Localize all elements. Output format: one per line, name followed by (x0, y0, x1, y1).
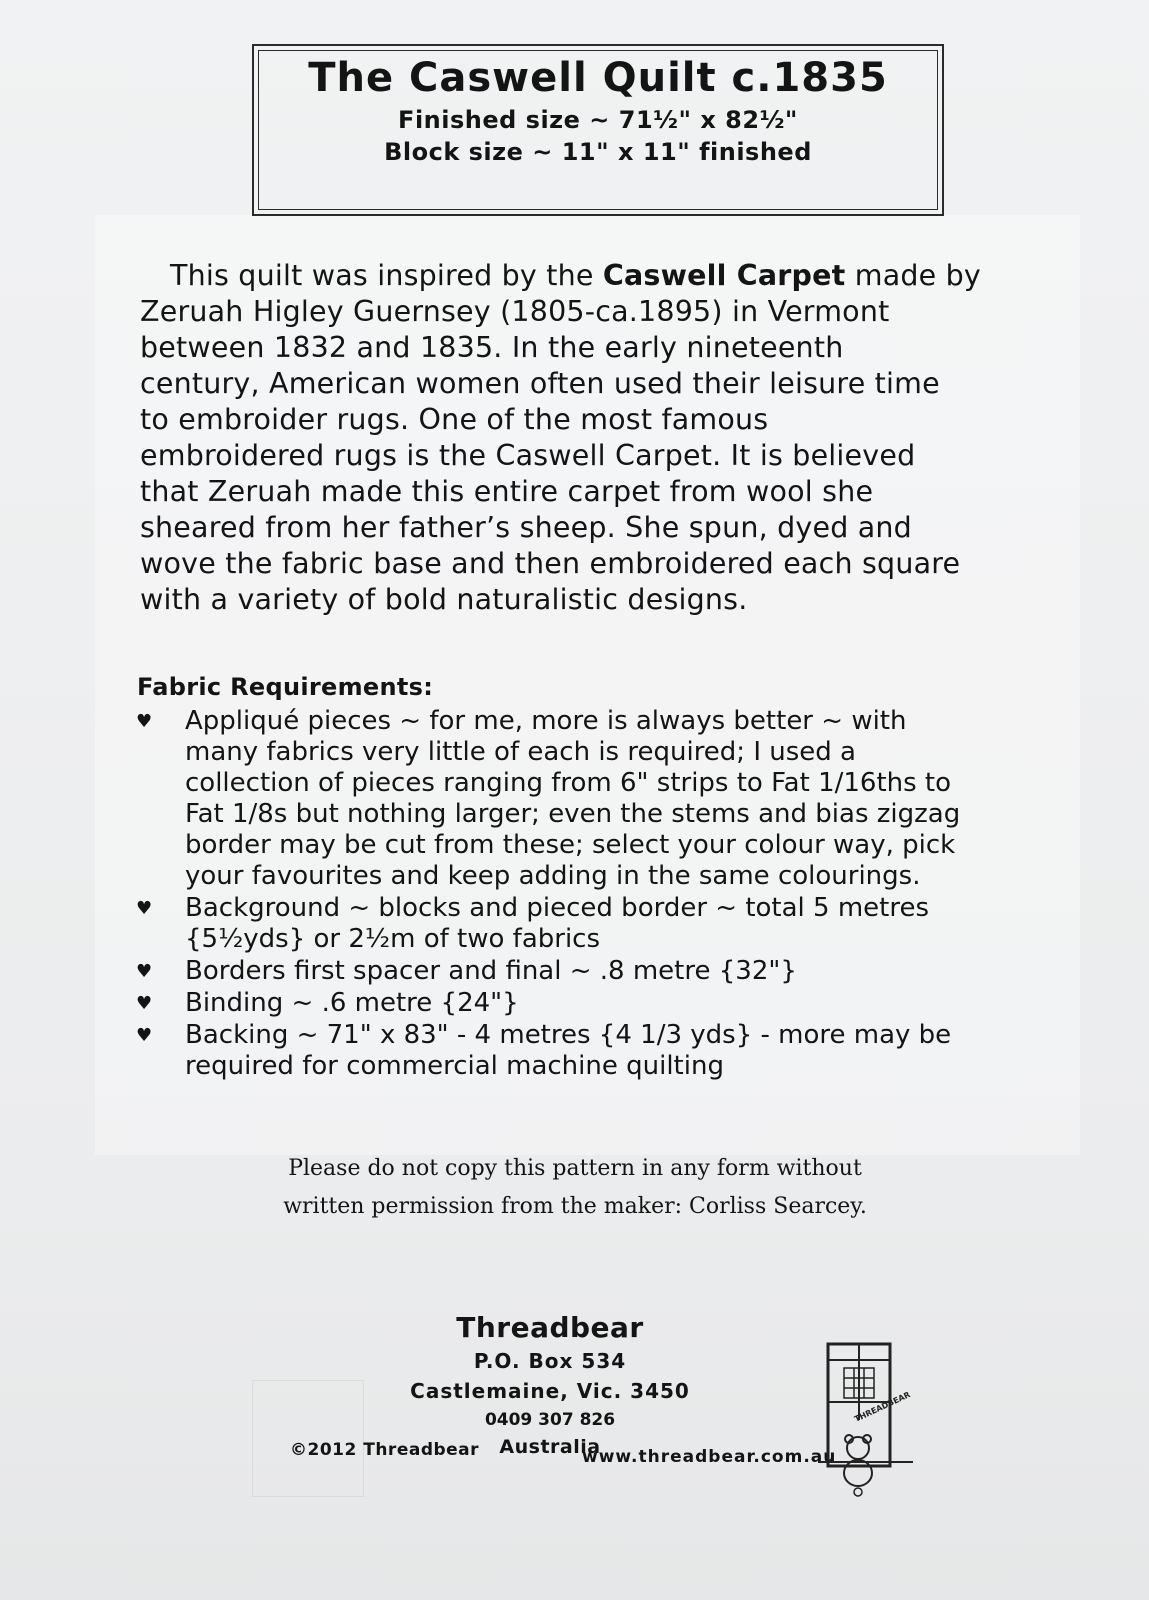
intro-line: sheared from her father’s sheep. She spun, dyed and (140, 511, 912, 544)
fabric-requirement-line: Appliqué pieces ~ for me, more is always better ~ with (185, 706, 907, 736)
fabric-requirement-item (130, 706, 1050, 892)
intro-line: wove the fabric base and then embroidered each square (140, 547, 961, 580)
fabric-requirement-line: many fabrics very little of each is required; I used a (185, 737, 856, 767)
bleed-through-frame (252, 1380, 364, 1497)
title-box (252, 44, 944, 216)
fabric-requirement-line: Backing ~ 71" x 83" - 4 metres {4 1/3 yds} - more may be (185, 1020, 952, 1050)
intro-line: This quilt was inspired by the Caswell Carpet made by (170, 259, 981, 292)
heart-bullet-icon: ♥ (136, 993, 153, 1014)
fabric-requirement-item (130, 956, 1050, 987)
intro-line: that Zeruah made this entire carpet from wool she (140, 475, 874, 508)
publisher-address (385, 1310, 715, 1460)
intro-line: embroidered rugs is the Caswell Carpet. It is believed (140, 439, 916, 472)
fabric-requirement-line: Background ~ blocks and pieced border ~ total 5 metres (185, 893, 930, 923)
intro-paragraph (140, 258, 1040, 618)
logo-text: THREADBEAR (853, 1390, 912, 1424)
intro-line: to embroider rugs. One of the most famous (140, 403, 769, 436)
fabric-requirement-line: required for commercial machine quilting (185, 1051, 724, 1081)
fabric-requirement-line: your favourites and keep adding in the same colourings. (185, 861, 921, 891)
block-size: Block size ~ 11" x 11" finished (384, 138, 812, 166)
town-postcode: Castlemaine, Vic. 3450 (410, 1379, 690, 1403)
fabric-requirements-list (130, 706, 1050, 1083)
intro-line: between 1832 and 1835. In the early nineteenth (140, 331, 844, 364)
fabric-requirement-line: Binding ~ .6 metre {24"} (185, 988, 519, 1018)
copyright-notice: ©2012 Threadbear (290, 1440, 480, 1460)
threadbear-logo-icon (818, 1340, 928, 1500)
fabric-requirement-item (130, 1020, 1050, 1082)
fabric-requirement-line: Borders first spacer and final ~ .8 metre {32"} (185, 956, 797, 986)
publisher-name: Threadbear (456, 1311, 644, 1344)
fabric-requirement-line: border may be cut from these; select your colour way, pick (185, 830, 956, 860)
phone-number: 0409 307 826 (484, 1410, 616, 1430)
heart-bullet-icon: ♥ (136, 961, 153, 982)
fabric-requirements-heading: Fabric Requirements: (137, 673, 434, 701)
country: Australia (499, 1436, 601, 1458)
fabric-requirement-line: Fat 1/8s but nothing larger; even the stems and bias zigzag (185, 799, 961, 829)
fabric-requirement-line: {5½yds} or 2½m of two fabrics (185, 924, 601, 954)
copy-notice-line: Please do not copy this pattern in any form without (288, 1156, 862, 1181)
caswell-carpet-bold: Caswell Carpet (602, 259, 846, 292)
intro-line: century, American women often used their leisure time (140, 367, 940, 400)
heart-bullet-icon: ♥ (136, 711, 153, 732)
fabric-requirement-line: collection of pieces ranging from 6" strips to Fat 1/16ths to (185, 768, 952, 798)
po-box: P.O. Box 534 (473, 1349, 627, 1373)
fabric-requirement-item (130, 988, 1050, 1019)
pattern-title: The Caswell Quilt c.1835 (308, 55, 888, 101)
fabric-requirement-item (130, 893, 1050, 955)
copy-notice (250, 1150, 900, 1226)
intro-line: Zeruah Higley Guernsey (1805-ca.1895) in Vermont (140, 295, 890, 328)
heart-bullet-icon: ♥ (136, 1025, 153, 1046)
website-link[interactable]: www.threadbear.com.au (582, 1447, 837, 1467)
copy-notice-line: written permission from the maker: Corliss Searcey. (283, 1194, 867, 1219)
heart-bullet-icon: ♥ (136, 898, 153, 919)
finished-size: Finished size ~ 71½" x 82½" (398, 106, 798, 134)
intro-line: with a variety of bold naturalistic designs. (140, 583, 748, 616)
